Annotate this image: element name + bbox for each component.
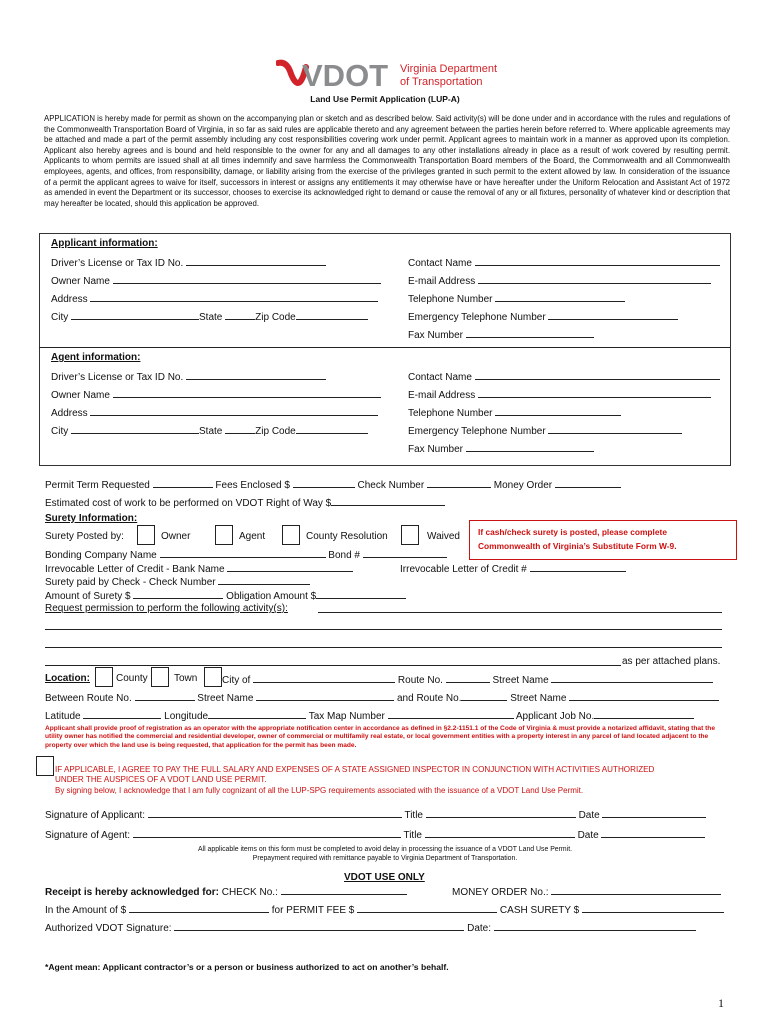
permit-fee-label: for PERMIT FEE $: [271, 905, 355, 916]
surety-waived-checkbox[interactable]: [401, 525, 419, 545]
request-activity-line-2[interactable]: [45, 620, 722, 630]
between-street-field[interactable]: [256, 691, 394, 701]
agent-city-field[interactable]: [71, 424, 199, 434]
applicant-fax-row: [408, 328, 594, 341]
auth-date-label: Date:: [467, 923, 492, 934]
irrevocable-bank-row: [45, 562, 353, 575]
surety-owner-checkbox[interactable]: [137, 525, 155, 545]
agent-state-field[interactable]: [225, 424, 255, 434]
agent-section-title: Agent information:: [51, 352, 141, 363]
surety-posted-label: Surety Posted by:: [45, 531, 124, 542]
location-town-label: Town: [174, 673, 198, 684]
applicant-email-label: E-mail Address: [408, 276, 476, 287]
latitude-row: [45, 709, 694, 722]
estimated-cost-row: [45, 496, 445, 509]
vdot-amount-label: In the Amount of $: [45, 905, 127, 916]
irrevocable-number-field[interactable]: [530, 562, 626, 572]
job-number-label: Applicant Job No.: [515, 711, 595, 722]
applicant-signature-row: [45, 808, 706, 821]
bonding-company-label: Bonding Company Name: [45, 550, 157, 561]
applicant-contact-field[interactable]: [475, 256, 720, 266]
check-number-field[interactable]: [427, 478, 491, 488]
w9-note-line1: If cash/check surety is posted, please complete: [478, 527, 667, 537]
agent-license-field[interactable]: [186, 370, 326, 380]
bonding-company-field[interactable]: [160, 548, 326, 558]
vdot-money-order-row: [452, 885, 721, 898]
applicant-zip-field[interactable]: [296, 310, 368, 320]
agent-state-label: State: [199, 426, 223, 437]
location-county-checkbox[interactable]: [95, 667, 113, 687]
agent-emergency-field[interactable]: [548, 424, 682, 434]
and-street-label: Street Name: [510, 693, 567, 704]
applicant-title-label: Title: [404, 810, 423, 821]
agent-phone-row: [408, 406, 621, 419]
agent-city-row: [51, 424, 368, 437]
longitude-field[interactable]: [208, 709, 306, 719]
fees-field[interactable]: [293, 478, 355, 488]
and-route-label: and Route No.: [396, 693, 462, 704]
applicant-emergency-row: [408, 310, 678, 323]
request-activity-line-4[interactable]: [45, 656, 621, 666]
agent-date-label: Date: [577, 830, 599, 841]
cash-surety-label: CASH SURETY $: [499, 905, 580, 916]
applicant-state-label: State: [199, 312, 223, 323]
surety-check-field[interactable]: [218, 575, 310, 585]
w9-note-box: [469, 520, 737, 560]
agent-date-field[interactable]: [601, 828, 705, 838]
permit-fee-field[interactable]: [357, 903, 497, 913]
location-city-checkbox[interactable]: [204, 667, 222, 687]
location-county-label: County: [116, 673, 148, 684]
agent-title-label: Title: [403, 830, 422, 841]
applicant-city-row: [51, 310, 368, 323]
applicant-title-field[interactable]: [426, 808, 576, 818]
surety-waived-label: Waived: [427, 531, 460, 542]
applicant-date-field[interactable]: [602, 808, 706, 818]
fees-label: Fees Enclosed $: [215, 480, 290, 491]
bonding-row: [45, 548, 447, 561]
footer-note-1: All applicable items on this form must be completed to avoid delay in processing the issuance of a VDOT Land Use Permit.: [197, 846, 573, 853]
vdot-money-order-field[interactable]: [551, 885, 721, 895]
as-per-plans-label: as per attached plans.: [622, 656, 721, 667]
location-town-checkbox[interactable]: [151, 667, 169, 687]
location-title: Location:: [45, 673, 90, 684]
agent-title-field[interactable]: [425, 828, 575, 838]
auth-signature-label: Authorized VDOT Signature:: [45, 923, 172, 934]
and-route-field[interactable]: [461, 691, 507, 701]
vdot-money-order-label: MONEY ORDER No.:: [452, 887, 549, 898]
applicant-signature-label: Signature of Applicant:: [45, 810, 146, 821]
applicant-email-field[interactable]: [478, 274, 711, 284]
applicant-address-row: [51, 292, 378, 305]
permit-term-label: Permit Term Requested: [45, 480, 150, 491]
surety-agent-checkbox[interactable]: [215, 525, 233, 545]
inspector-line3: By signing below, I acknowledge that I am fully cognizant of all the LUP-SPG requirements associated with the issuance of a VDOT Land Use Permit.: [55, 786, 584, 795]
logo-org-line1: Virginia Department: [400, 63, 498, 75]
applicant-emergency-label: Emergency Telephone Number: [408, 312, 546, 323]
request-permission-label: Request permission to perform the following activity(s):: [45, 603, 288, 614]
logo-org-line2: of Transportation: [400, 76, 483, 88]
location-street-field[interactable]: [551, 673, 713, 683]
w9-note-line2: Commonwealth of Virginia’s Substitute Form W-9.: [478, 541, 677, 551]
agent-address-field[interactable]: [90, 406, 378, 416]
agent-contact-row: [408, 370, 720, 383]
agent-address-row: [51, 406, 378, 419]
surety-owner-label: Owner: [161, 531, 191, 542]
applicant-phone-row: [408, 292, 625, 305]
applicant-fax-field[interactable]: [466, 328, 594, 338]
location-street-label: Street Name: [492, 675, 549, 686]
location-city-label: City of: [222, 675, 251, 686]
agent-email-label: E-mail Address: [408, 390, 476, 401]
applicant-date-label: Date: [578, 810, 600, 821]
receipt-label: Receipt is hereby acknowledged for:: [45, 887, 219, 898]
vdot-logo: [276, 57, 516, 91]
estimated-cost-label: Estimated cost of work to be performed on VDOT Right of Way $: [45, 498, 332, 509]
applicant-contact-row: [408, 256, 720, 269]
between-street-label: Street Name: [197, 693, 254, 704]
agent-fax-field[interactable]: [466, 442, 594, 452]
agent-owner-label: Owner Name: [51, 390, 110, 401]
logo-wordmark: VDOT: [302, 58, 389, 91]
registration-notice: Applicant shall provide proof of registration as an operator with the appropriate notification center in accordance as defined in §2.2-1151.1 of the Code of Virginia & must provide a notarized affidavit, stating that the utility owner has notified the commercial and residential developer, owner of commercial or multifamily real estate, or local government entities with a property interest in any parcel of land located adjacent to the property over which the land use is being requested, that application for the permit has been made.: [45, 725, 715, 749]
check-number-label: Check Number: [357, 480, 425, 491]
between-route-label: Between Route No.: [45, 693, 132, 704]
money-order-field[interactable]: [555, 478, 621, 488]
inspector-line2: UNDER THE AUSPICES OF A VDOT LAND USE PERMIT.: [55, 775, 267, 784]
between-route-field[interactable]: [135, 691, 195, 701]
agent-phone-field[interactable]: [495, 406, 621, 416]
bond-number-label: Bond #: [328, 550, 360, 561]
agent-emergency-row: [408, 424, 682, 437]
irrevocable-bank-field[interactable]: [227, 562, 353, 572]
inspector-line1: IF APPLICABLE, I AGREE TO PAY THE FULL SALARY AND EXPENSES OF A STATE ASSIGNED INSPECTOR IN CONJUNCTION WITH ACTIVITIES AUTHORIZED: [55, 765, 655, 774]
section-divider: [39, 347, 730, 348]
applicant-state-field[interactable]: [225, 310, 255, 320]
agent-contact-field[interactable]: [475, 370, 720, 380]
between-row: [45, 691, 719, 704]
surety-amount-row: [45, 589, 406, 602]
auth-date-field[interactable]: [494, 921, 696, 931]
location-city-field[interactable]: [253, 673, 395, 683]
irrevocable-number-label: Irrevocable Letter of Credit #: [400, 564, 527, 575]
agent-zip-field[interactable]: [296, 424, 368, 434]
tax-map-label: Tax Map Number: [308, 711, 385, 722]
applicant-emergency-field[interactable]: [548, 310, 678, 320]
request-activity-line-1[interactable]: [318, 603, 722, 613]
applicant-license-label: Driver’s License or Tax ID No.: [51, 258, 184, 269]
agent-license-label: Driver’s License or Tax ID No.: [51, 372, 184, 383]
surety-agent-label: Agent: [239, 531, 266, 542]
agent-email-row: [408, 388, 711, 401]
agent-address-label: Address: [51, 408, 88, 419]
agent-signature-row: [45, 828, 705, 841]
permit-row: [45, 478, 621, 491]
vdot-check-field[interactable]: [281, 885, 407, 895]
receipt-row: [45, 885, 407, 898]
and-street-field[interactable]: [569, 691, 719, 701]
tax-map-field[interactable]: [388, 709, 514, 719]
applicant-owner-label: Owner Name: [51, 276, 110, 287]
agent-fax-label: Fax Number: [408, 444, 464, 455]
longitude-label: Longitude: [164, 711, 209, 722]
surety-amount-label: Amount of Surety $: [45, 591, 131, 602]
latitude-field[interactable]: [83, 709, 161, 719]
form-title: Land Use Permit Application (LUP-A): [310, 94, 460, 104]
irrevocable-bank-label: Irrevocable Letter of Credit - Bank Name: [45, 564, 225, 575]
agent-definition-note: *Agent mean: Applicant contractor’s or a person or business authorized to act on another’s behalf.: [45, 962, 449, 972]
applicant-contact-label: Contact Name: [408, 258, 472, 269]
inspector-agree-checkbox[interactable]: [36, 756, 54, 776]
applicant-zip-label: Zip Code: [255, 312, 296, 323]
bond-number-field[interactable]: [363, 548, 447, 558]
estimated-cost-field[interactable]: [331, 496, 445, 506]
location-route-field[interactable]: [446, 673, 490, 683]
irrevocable-number-row: [400, 562, 626, 575]
money-order-label: Money Order: [493, 480, 553, 491]
auth-signature-row: [45, 921, 696, 934]
surety-check-row: [45, 575, 310, 588]
footer-note-2: Prepayment required with remittance payable to Virginia Department of Transportation.: [252, 855, 518, 862]
agent-license-row: [51, 370, 326, 383]
agent-signature-label: Signature of Agent:: [45, 830, 131, 841]
agent-fax-row: [408, 442, 594, 455]
agent-owner-row: [51, 388, 381, 401]
vdot-use-title: VDOT USE ONLY: [344, 872, 425, 883]
job-number-field[interactable]: [594, 709, 694, 719]
applicant-owner-row: [51, 274, 381, 287]
applicant-city-label: City: [51, 312, 69, 323]
applicant-phone-label: Telephone Number: [408, 294, 493, 305]
vdot-check-label: CHECK No.:: [221, 887, 278, 898]
agent-email-field[interactable]: [478, 388, 711, 398]
permit-term-field[interactable]: [153, 478, 213, 488]
surety-amount-field[interactable]: [133, 589, 223, 599]
surety-county-checkbox[interactable]: [282, 525, 300, 545]
applicant-license-row: [51, 256, 326, 269]
agent-phone-label: Telephone Number: [408, 408, 493, 419]
surety-section-title: Surety Information:: [45, 513, 138, 524]
agent-emergency-label: Emergency Telephone Number: [408, 426, 546, 437]
obligation-amount-field[interactable]: [316, 589, 406, 599]
request-activity-line-3[interactable]: [45, 638, 722, 648]
applicant-email-row: [408, 274, 711, 287]
page-number: 1: [718, 996, 724, 1010]
location-city-row: [222, 673, 713, 686]
surety-county-label: County Resolution: [306, 531, 388, 542]
auth-signature-field[interactable]: [174, 921, 464, 931]
applicant-fax-label: Fax Number: [408, 330, 464, 341]
agent-contact-label: Contact Name: [408, 372, 472, 383]
agent-owner-field[interactable]: [113, 388, 381, 398]
agent-signature-field[interactable]: [133, 828, 401, 838]
intro-paragraph: APPLICATION is hereby made for permit as shown on the accompanying plan or sketch and as described below. Said activity(s) will be done under and in accordance with the rules and regulations of the Commonwealth Transportation Board of Virginia, in so far as said rules are applicable thereto and any agreement between the parties herein before referred to. Where applicable agreements may be attached and made a part of the permit assembly including any cost responsibilities covering work under permit. Applicant agrees to maintain work in a manner as approved upon its completion. Applicant also hereby agrees and is bound and held responsible to the owner for any and all damages to any other installations already in place as a result of work covered by resulting permit. Applicants to whom permits are issued shall at all times indemnify and save harmless the Commonwealth Transportation Board members of the Board, the Commonwealth and all Commonwealth employees, agents, and offices, from responsibility, damage, or liability arising from the exercise of the privileges granted in such permit to the extent allowed by law. In consideration of the issuance of a permit the applicant agrees to waive for itself, successors in interest or assigns any entitlements it may otherwise have or have hereafter under the Uniform Relocation and Assistant Act of 1972 as amended in event the Department or its successor, chooses to exercise its acknowledged right to demand or cause the removal of any or all fixtures, personality of whatever kind or description that may hereafter be located, should this application be approved.: [44, 114, 730, 208]
latitude-label: Latitude: [45, 711, 81, 722]
location-route-label: Route No.: [397, 675, 443, 686]
applicant-owner-field[interactable]: [113, 274, 381, 284]
cash-surety-field[interactable]: [582, 903, 724, 913]
vdot-amount-field[interactable]: [129, 903, 269, 913]
agent-zip-label: Zip Code: [255, 426, 296, 437]
applicant-city-field[interactable]: [71, 310, 199, 320]
applicant-phone-field[interactable]: [495, 292, 625, 302]
surety-check-label: Surety paid by Check - Check Number: [45, 577, 216, 588]
obligation-amount-label: Obligation Amount $: [226, 591, 317, 602]
applicant-section-title: Applicant information:: [51, 238, 158, 249]
applicant-signature-field[interactable]: [148, 808, 402, 818]
agent-city-label: City: [51, 426, 69, 437]
applicant-address-label: Address: [51, 294, 88, 305]
amount-row: [45, 903, 724, 916]
applicant-address-field[interactable]: [90, 292, 378, 302]
applicant-license-field[interactable]: [186, 256, 326, 266]
